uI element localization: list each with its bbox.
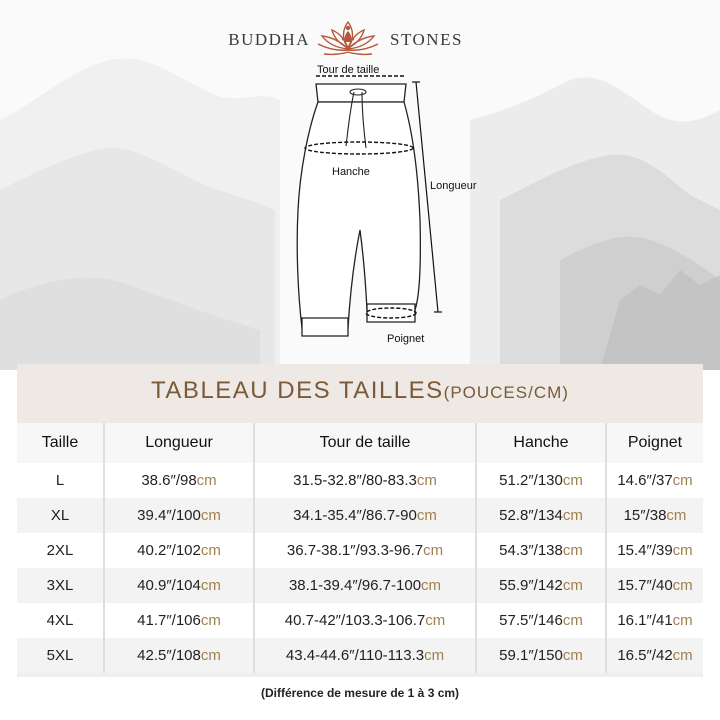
size-chart-title-text: TABLEAU DES TAILLES [151,377,444,404]
cell-hip: 51.2″/130cm [475,463,605,498]
cell-length: 38.6″/98cm [103,463,253,498]
cell-size: L [17,463,103,498]
size-chart-units: (POUCES/CM) [443,383,569,402]
size-table [17,423,703,673]
table-header-row [17,423,703,463]
header-cuff: Poignet [605,423,703,463]
cell-hip: 52.8″/134cm [475,498,605,533]
table-row [17,568,703,603]
brand-name-left: BUDDHA [228,30,310,49]
cell-cuff: 16.5″/42cm [605,638,703,673]
header-hip: Hanche [475,423,605,463]
table-row [17,533,703,568]
table-row [17,603,703,638]
cell-length: 39.4″/100cm [103,498,253,533]
cell-size: 3XL [17,568,103,603]
brand-name-right: STONES [390,30,463,49]
size-chart-title [17,377,703,405]
cell-cuff: 15.4″/39cm [605,533,703,568]
header-waist: Tour de taille [253,423,475,463]
cell-waist: 38.1-39.4″/96.7-100cm [253,568,475,603]
brand-header [0,14,720,60]
cell-size: 2XL [17,533,103,568]
length-label: Longueur [430,180,477,192]
cell-cuff: 15″/38cm [605,498,703,533]
cell-cuff: 14.6″/37cm [605,463,703,498]
cell-waist: 40.7-42″/103.3-106.7cm [253,603,475,638]
table-row [17,638,703,673]
waist-label: Tour de taille [317,64,380,76]
cell-hip: 57.5″/146cm [475,603,605,638]
pants-diagram [270,60,490,350]
lotus-meditation-icon [312,16,384,58]
cell-length: 40.9″/104cm [103,568,253,603]
header-size: Taille [17,423,103,463]
table-row [17,463,703,498]
hip-label: Hanche [332,166,370,178]
cell-waist: 34.1-35.4″/86.7-90cm [253,498,475,533]
cell-size: 5XL [17,638,103,673]
cell-length: 41.7″/106cm [103,603,253,638]
cell-length: 42.5″/108cm [103,638,253,673]
cell-hip: 54.3″/138cm [475,533,605,568]
cell-hip: 59.1″/150cm [475,638,605,673]
pants-illustration [270,60,490,350]
cell-hip: 55.9″/142cm [475,568,605,603]
cuff-label: Poignet [387,333,425,345]
cell-size: 4XL [17,603,103,638]
measurement-note: (Différence de mesure de 1 à 3 cm) [260,686,460,700]
cell-waist: 31.5-32.8″/80-83.3cm [253,463,475,498]
size-chart-title-band [17,364,703,424]
cell-size: XL [17,498,103,533]
cell-waist: 36.7-38.1″/93.3-96.7cm [253,533,475,568]
cell-cuff: 15.7″/40cm [605,568,703,603]
size-chart [17,364,703,677]
cell-waist: 43.4-44.6″/110-113.3cm [253,638,475,673]
cell-length: 40.2″/102cm [103,533,253,568]
cell-cuff: 16.1″/41cm [605,603,703,638]
table-row [17,498,703,533]
header-length: Longueur [103,423,253,463]
